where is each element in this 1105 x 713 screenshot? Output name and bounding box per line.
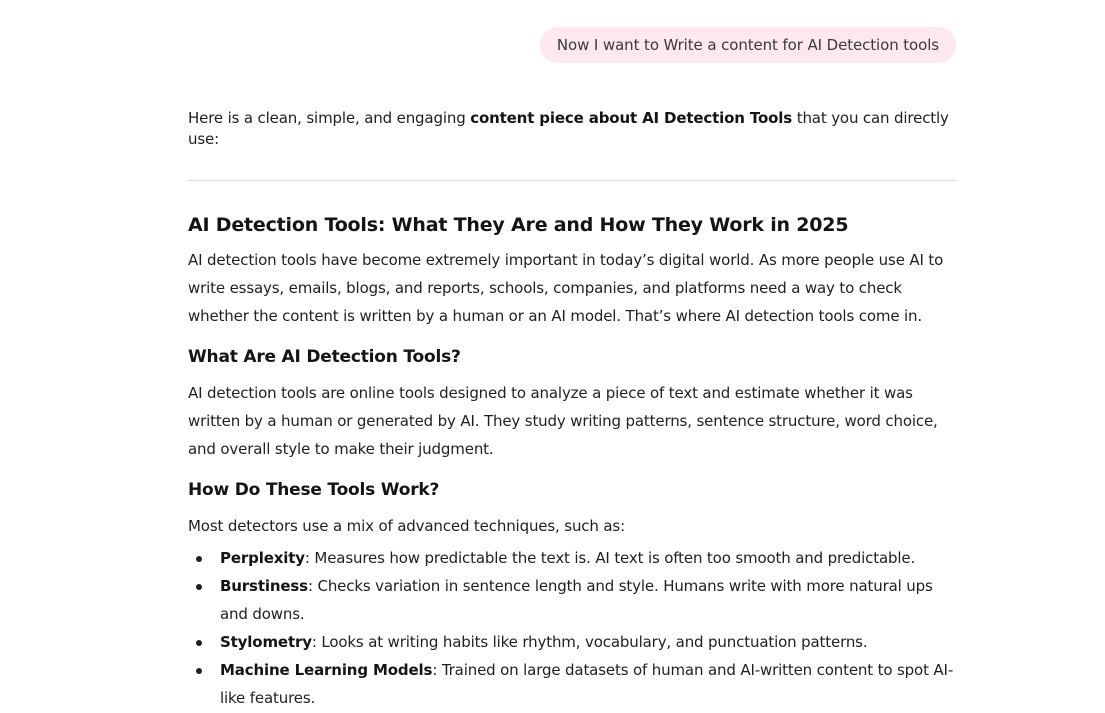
assistant-intro <box>188 108 956 150</box>
list-item-term: Burstiness <box>220 577 308 595</box>
list-item-desc: : Measures how predictable the text is. AI text is often too smooth and predictable. <box>304 549 916 567</box>
divider <box>188 180 956 181</box>
chat-thread <box>188 0 956 712</box>
list-item-term: Stylometry <box>220 633 312 651</box>
article-intro-paragraph: AI detection tools have become extremely important in today’s digital world. As more people use AI to write essays, emails, blogs, and reports, schools, companies, and platforms need a way to check whether the content is written by a human or an AI model. That’s where AI detection tools come in. <box>188 251 944 325</box>
section-paragraph-what: AI detection tools are online tools designed to analyze a piece of text and estimate whether it was written by a human or generated by AI. They study writing patterns, sentence structure, word choice, and overall style to make their judgment. <box>188 384 938 458</box>
intro-text-before: Here is a clean, simple, and engaging <box>188 109 471 127</box>
user-message-row <box>188 27 956 63</box>
article-title: AI Detection Tools: What They Are and How They Work in 2025 <box>188 214 849 236</box>
user-message-bubble: Now I want to Write a content for AI Detection tools <box>540 27 956 63</box>
list-item-term: Machine Learning Models <box>220 661 433 679</box>
list-item <box>220 544 956 572</box>
bullet-icon <box>196 668 202 674</box>
list-item-term: Perplexity <box>220 549 305 567</box>
list-item <box>220 572 956 628</box>
bullet-icon <box>196 584 202 590</box>
bullet-icon <box>196 640 202 646</box>
techniques-list <box>188 544 956 712</box>
intro-text-bold: content piece about AI Detection Tools <box>470 109 793 127</box>
assistant-response <box>188 108 956 712</box>
bullet-icon <box>196 556 202 562</box>
list-item-desc: : Trained on large datasets of human and AI-written content to spot AI-like features. <box>220 661 954 707</box>
list-item <box>220 628 956 656</box>
intro-text-after: that you can directly use: <box>188 109 949 148</box>
section-heading-what: What Are AI Detection Tools? <box>188 347 461 367</box>
section-paragraph-how: Most detectors use a mix of advanced techniques, such as: <box>188 517 625 535</box>
section-heading-how: How Do These Tools Work? <box>188 480 440 500</box>
list-item <box>220 656 956 712</box>
list-item-desc: : Looks at writing habits like rhythm, vocabulary, and punctuation patterns. <box>311 633 868 651</box>
list-item-desc: : Checks variation in sentence length and style. Humans write with more natural ups and downs. <box>220 577 933 623</box>
